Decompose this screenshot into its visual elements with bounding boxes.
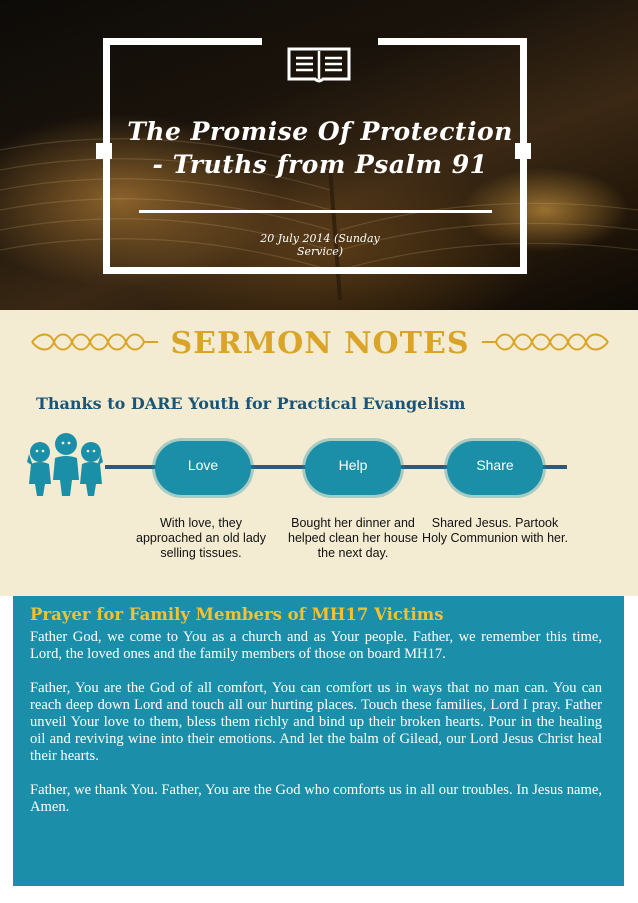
step-share-description: Shared Jesus. Partook Holy Communion with her. bbox=[422, 516, 568, 545]
section-title: SERMON NOTES bbox=[170, 326, 470, 361]
sermon-notes-section bbox=[0, 310, 638, 596]
step-help-badge bbox=[305, 441, 401, 495]
swirl-ornament-right-icon bbox=[480, 330, 610, 354]
step-label: Help bbox=[338, 457, 368, 473]
step-label: Love bbox=[187, 457, 219, 473]
title-divider bbox=[139, 210, 492, 213]
prayer-body bbox=[30, 629, 602, 833]
header-banner bbox=[0, 0, 638, 310]
prayer-section bbox=[13, 596, 624, 886]
prayer-paragraph: Father, You are the God of all comfort, You can comfort us in ways that no man can. You can reach deep down Lord and touch all our hurting places. Touch these families, Lord I pray. Father unveil Your love to them, bless them richly and bind up their broken hearts. Pour in the healing oil and reviving wine into their emotions. And let the balm of Gilead, our Lord Jesus Christ heal their hearts. bbox=[30, 680, 602, 764]
step-love-description: With love, they approached an old lady selling tissues. bbox=[136, 516, 266, 560]
prayer-title: Prayer for Family Members of MH17 Victims bbox=[30, 605, 444, 624]
prayer-paragraph: Father God, we come to You as a church and as Your people. Father, we remember this time, Lord, the loved ones and the family members of those on board MH17. bbox=[30, 629, 602, 662]
open-book-icon bbox=[285, 45, 353, 85]
thanks-heading: Thanks to DARE Youth for Practical Evangelism bbox=[36, 394, 466, 413]
step-help-description: Bought her dinner and helped clean her house the next day. bbox=[288, 516, 418, 560]
sermon-title bbox=[120, 115, 520, 181]
step-love-badge bbox=[155, 441, 251, 495]
step-label: Share bbox=[476, 457, 514, 473]
prayer-paragraph: Father, we thank You. Father, You are the God who comforts us in all our troubles. In Jesus name, Amen. bbox=[30, 782, 602, 815]
frame-corner-left bbox=[96, 143, 112, 159]
title-line-2: - Truths from Psalm 91 bbox=[152, 150, 488, 179]
swirl-ornament-left-icon bbox=[30, 330, 160, 354]
children-group-icon bbox=[25, 432, 105, 500]
step-share-badge bbox=[447, 441, 543, 495]
sermon-date: 20 July 2014 (Sunday Service) bbox=[260, 232, 380, 258]
title-line-1: The Promise Of Protection bbox=[127, 117, 513, 146]
